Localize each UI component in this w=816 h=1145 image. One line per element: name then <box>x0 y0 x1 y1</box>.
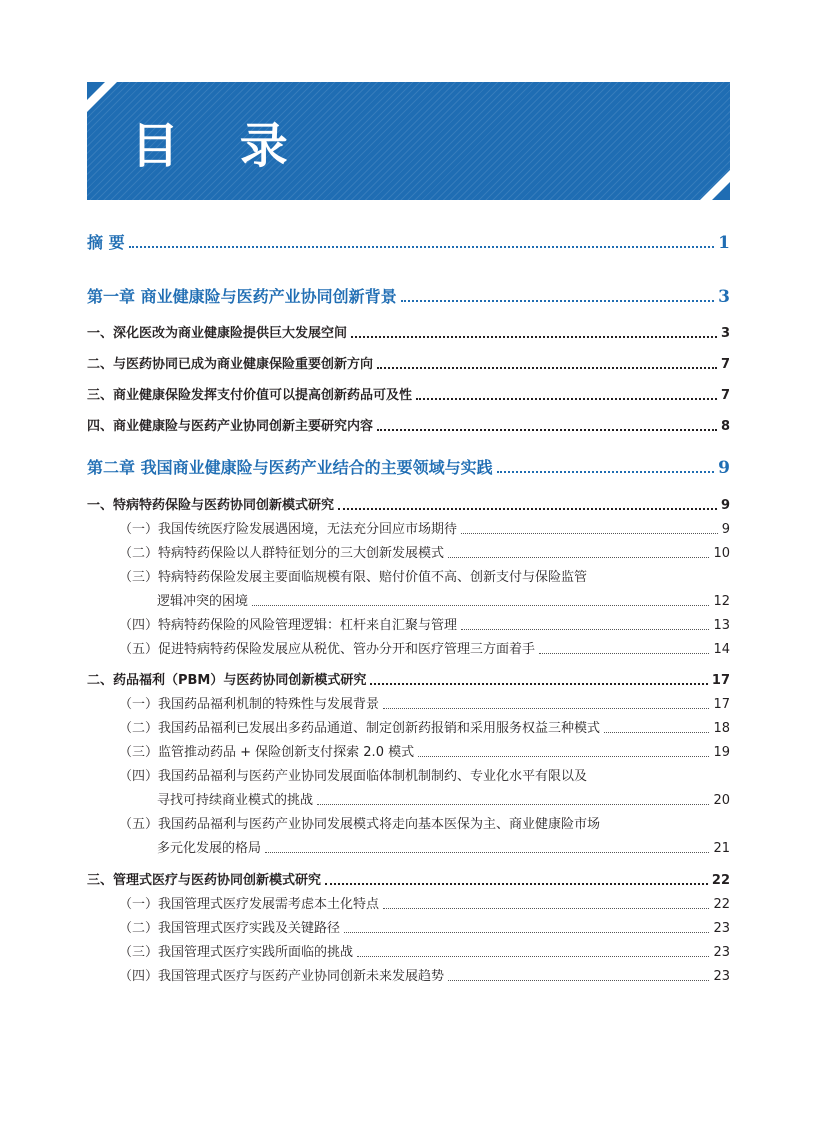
banner-corner-top-left-inner <box>87 82 105 100</box>
toc-page: 17 <box>713 697 730 712</box>
toc-page: 18 <box>713 721 730 736</box>
toc-page: 17 <box>711 673 730 688</box>
dot-leader <box>448 557 709 558</box>
dot-leader <box>604 732 709 733</box>
dot-leader <box>377 367 717 369</box>
dot-leader <box>448 980 709 981</box>
toc-label-line-1: （五）我国药品福利与医药产业协同发展模式将走向基本医保为主、商业健康险市场 <box>119 817 601 832</box>
dot-leader <box>539 653 709 654</box>
toc-entry-abstract[interactable] <box>87 232 730 254</box>
dot-leader <box>401 300 715 302</box>
toc-label: 四、商业健康险与医药产业协同创新主要研究内容 <box>87 419 374 434</box>
toc-entry-2-2-1[interactable] <box>87 695 730 715</box>
toc-entry-1-2[interactable] <box>87 355 730 375</box>
toc-label: （五）促进特病特药保险发展应从税优、管办分开和医疗管理三方面着手 <box>119 642 536 657</box>
toc-label: 三、管理式医疗与医药协同创新模式研究 <box>87 873 322 888</box>
toc-label: （四）我国管理式医疗与医药产业协同创新未来发展趋势 <box>119 969 445 984</box>
toc-label-line-2-row <box>119 839 730 859</box>
dot-leader <box>129 246 715 248</box>
toc-entry-chapter-1[interactable] <box>87 286 730 308</box>
dot-leader <box>252 605 709 606</box>
toc-entry-2-1-3[interactable] <box>87 568 730 612</box>
toc-entry-2-3[interactable] <box>87 871 730 891</box>
dot-leader <box>325 883 708 885</box>
toc-label: 二、与医药协同已成为商业健康保险重要创新方向 <box>87 357 374 372</box>
toc-page: 23 <box>713 921 730 936</box>
toc-entry-chapter-2[interactable] <box>87 457 730 479</box>
toc-label: 第二章 我国商业健康险与医药产业结合的主要领域与实践 <box>87 458 493 477</box>
dot-leader <box>416 398 717 400</box>
toc-label: （三）我国管理式医疗实践所面临的挑战 <box>119 945 354 960</box>
toc-entry-2-2-2[interactable] <box>87 719 730 739</box>
toc-label: （一）我国管理式医疗发展需考虑本土化特点 <box>119 897 380 912</box>
toc-label: 二、药品福利（PBM）与医药协同创新模式研究 <box>87 673 367 688</box>
toc-entry-1-3[interactable] <box>87 386 730 406</box>
toc-label-line-1: （四）我国药品福利与医药产业协同发展面临体制机制制约、专业化水平有限以及 <box>119 769 588 784</box>
toc-label: 一、特病特药保险与医药协同创新模式研究 <box>87 498 335 513</box>
toc-label: （二）我国药品福利已发展出多药品通道、制定创新药报销和采用服务权益三种模式 <box>119 721 601 736</box>
dot-leader <box>265 852 709 853</box>
toc-page: 9 <box>721 522 730 537</box>
toc-entry-2-1-1[interactable] <box>87 520 730 540</box>
toc-page: 14 <box>713 642 730 657</box>
dot-leader <box>461 629 709 630</box>
toc-entry-1-1[interactable] <box>87 324 730 344</box>
toc-page: 9 <box>718 458 730 478</box>
dot-leader <box>344 932 709 933</box>
toc-label: （一）我国传统医疗险发展遇困境，无法充分回应市场期待 <box>119 522 458 537</box>
dot-leader <box>461 533 718 534</box>
toc-page: 13 <box>713 618 730 633</box>
toc-label: 摘 要 <box>87 233 125 252</box>
toc-page: 9 <box>720 498 730 513</box>
dot-leader <box>418 756 709 757</box>
toc-label-line-2: 逻辑冲突的困境 <box>157 594 249 609</box>
toc-label-line-2-row <box>119 791 730 811</box>
toc-entry-2-1-5[interactable] <box>87 640 730 660</box>
toc-page: 7 <box>720 357 730 372</box>
dot-leader <box>370 683 708 685</box>
toc-entry-2-2-4[interactable] <box>87 767 730 811</box>
dot-leader <box>351 336 717 338</box>
dot-leader <box>357 956 709 957</box>
toc-page: 21 <box>713 841 730 856</box>
toc-entry-2-3-3[interactable] <box>87 943 730 963</box>
toc-page: 10 <box>713 546 730 561</box>
banner-corner-bottom-right-inner <box>712 182 730 200</box>
toc-entry-2-3-4[interactable] <box>87 967 730 987</box>
toc-entry-2-1-4[interactable] <box>87 616 730 636</box>
dot-leader <box>317 804 709 805</box>
toc-label-line-2: 多元化发展的格局 <box>157 841 262 856</box>
dot-leader <box>338 508 717 510</box>
dot-leader <box>377 429 717 431</box>
toc-page: 19 <box>713 745 730 760</box>
toc-page: 3 <box>720 326 730 341</box>
toc-entry-2-3-1[interactable] <box>87 895 730 915</box>
toc-page: 20 <box>713 793 730 808</box>
toc-page: 12 <box>713 594 730 609</box>
toc-label: 一、深化医改为商业健康险提供巨大发展空间 <box>87 326 348 341</box>
toc-page: 23 <box>713 945 730 960</box>
toc-page: 23 <box>713 969 730 984</box>
toc-label-line-2-row <box>119 592 730 612</box>
toc-page: 1 <box>718 233 730 253</box>
toc-label: （一）我国药品福利机制的特殊性与发展背景 <box>119 697 380 712</box>
toc-entry-1-4[interactable] <box>87 417 730 437</box>
toc-page: 8 <box>720 419 730 434</box>
toc-entry-2-3-2[interactable] <box>87 919 730 939</box>
page-title: 目 录 <box>131 118 310 174</box>
toc-label: 第一章 商业健康险与医药产业协同创新背景 <box>87 287 397 306</box>
toc-page: 3 <box>718 287 730 307</box>
dot-leader <box>383 708 709 709</box>
toc-label: （三）监管推动药品 + 保险创新支付探索 2.0 模式 <box>119 745 415 760</box>
toc-label: （四）特病特药保险的风险管理逻辑：杠杆来自汇聚与管理 <box>119 618 458 633</box>
toc-entry-2-2-3[interactable] <box>87 743 730 763</box>
toc-label-line-1: （三）特病特药保险发展主要面临规模有限、赔付价值不高、创新支付与保险监管 <box>119 570 588 585</box>
toc-page: 22 <box>711 873 730 888</box>
toc-entry-2-2-5[interactable] <box>87 815 730 859</box>
dot-leader <box>497 471 715 473</box>
toc-label: （二）特病特药保险以人群特征划分的三大创新发展模式 <box>119 546 445 561</box>
toc-entry-2-1-2[interactable] <box>87 544 730 564</box>
toc-label: 三、商业健康保险发挥支付价值可以提高创新药品可及性 <box>87 388 413 403</box>
toc-page: 22 <box>713 897 730 912</box>
title-banner <box>87 82 730 200</box>
dot-leader <box>383 908 709 909</box>
toc-entry-2-1[interactable] <box>87 496 730 516</box>
toc-entry-2-2[interactable] <box>87 671 730 691</box>
toc-page: 7 <box>720 388 730 403</box>
toc-label-line-2: 寻找可持续商业模式的挑战 <box>157 793 314 808</box>
toc-label: （二）我国管理式医疗实践及关键路径 <box>119 921 341 936</box>
